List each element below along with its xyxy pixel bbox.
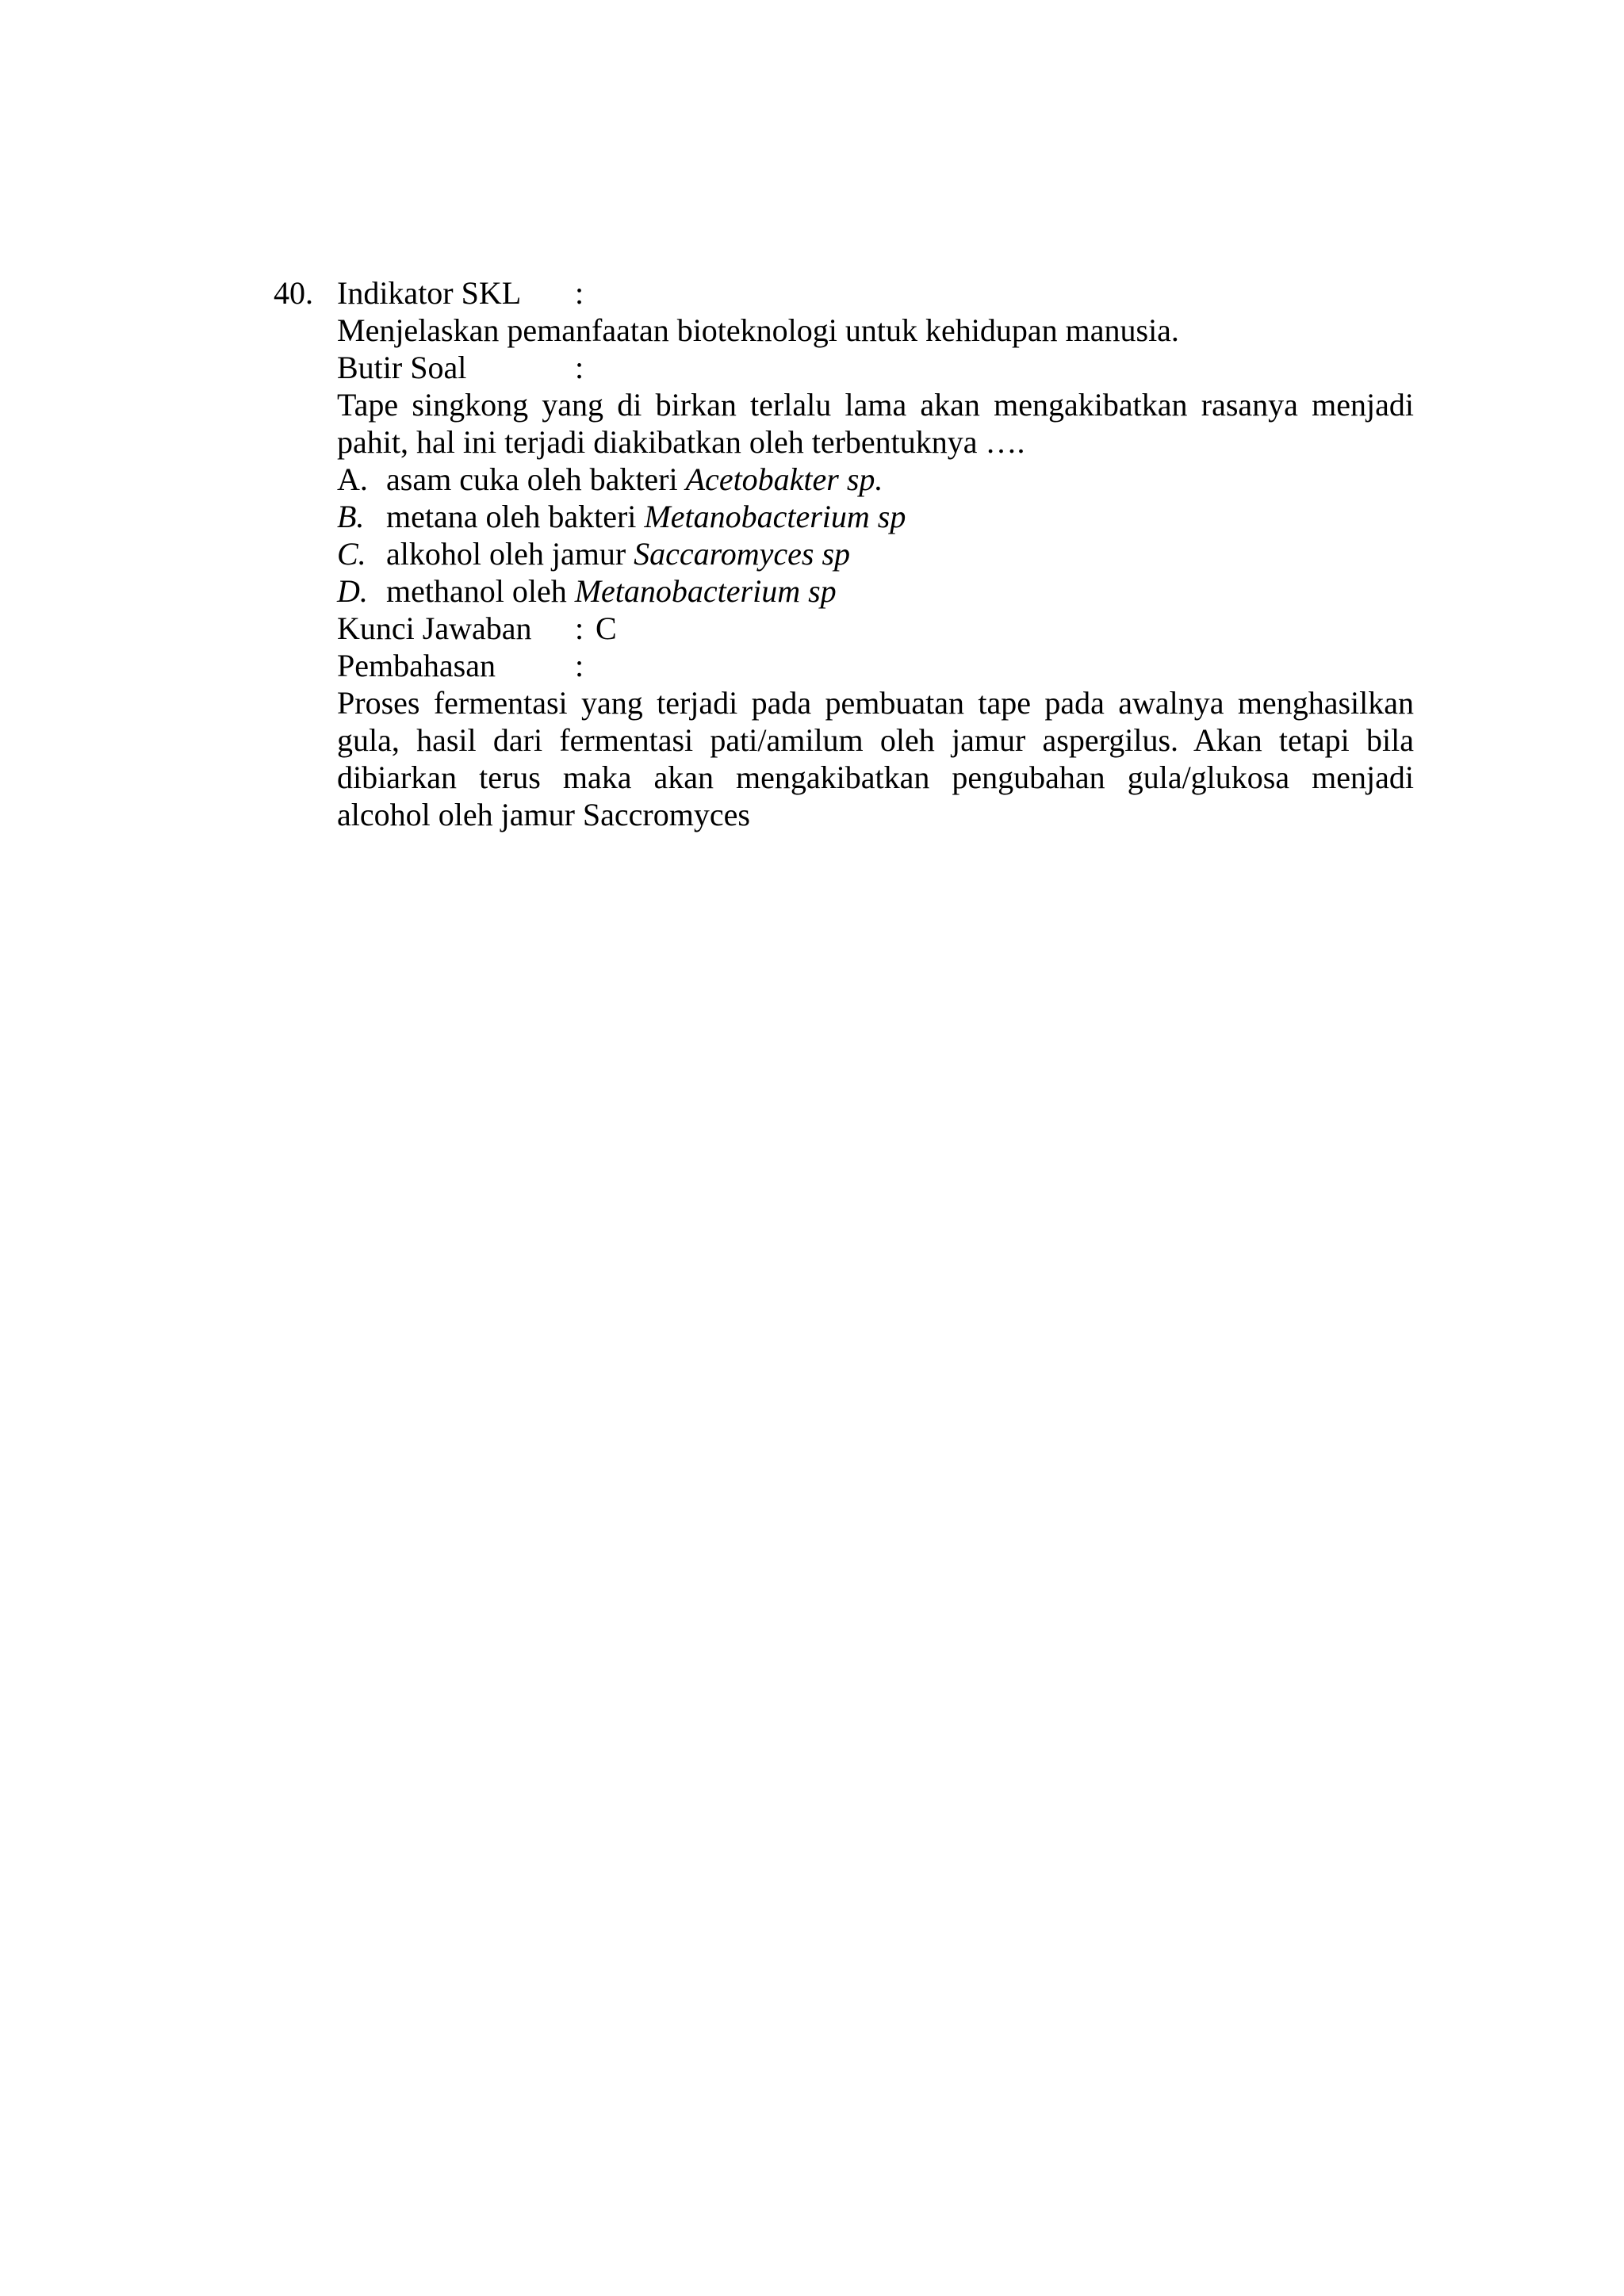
question-content bbox=[337, 274, 1414, 833]
butir-row bbox=[337, 349, 1414, 386]
option-d bbox=[337, 572, 1414, 610]
pembahasan-text: Proses fermentasi yang terjadi pada pembuatan tape pada awalnya menghasilkan gula, hasil dari fermentasi pati/amilum oleh jamur aspergilus. Akan tetapi bila dibiarkan terus maka akan mengakibatkan pengubahan gula/glukosa menjadi alcohol oleh jamur Saccromyces bbox=[337, 685, 1414, 832]
option-b bbox=[337, 498, 1414, 535]
option-species: Metanobacterium sp bbox=[644, 499, 906, 534]
kunci-label: Kunci Jawaban bbox=[337, 610, 532, 646]
option-a bbox=[337, 461, 1414, 498]
kunci-value: C bbox=[596, 610, 617, 646]
option-text: metana oleh bakteri bbox=[386, 499, 645, 534]
option-species: Metanobacterium sp bbox=[574, 573, 837, 609]
butir-text: Tape singkong yang di birkan terlalu lama akan mengakibatkan rasanya menjadi pahit, hal ini terjadi diakibatkan oleh terbentuknya …. bbox=[337, 387, 1414, 460]
option-c bbox=[337, 535, 1414, 572]
question-number: 40. bbox=[274, 275, 313, 311]
option-text: methanol oleh bbox=[386, 573, 575, 609]
pembahasan-colon: : bbox=[575, 648, 584, 683]
pembahasan-row bbox=[337, 647, 1414, 684]
indikator-label: Indikator SKL bbox=[337, 275, 522, 311]
option-letter: B. bbox=[337, 499, 365, 534]
kunci-colon: : bbox=[575, 610, 584, 646]
indikator-text: Menjelaskan pemanfaatan bioteknologi untuk kehidupan manusia. bbox=[337, 312, 1179, 348]
option-letter: C. bbox=[337, 536, 366, 572]
option-letter: A. bbox=[337, 461, 368, 497]
option-text: asam cuka oleh bakteri bbox=[386, 461, 686, 497]
option-letter: D. bbox=[337, 573, 368, 609]
butir-colon: : bbox=[575, 350, 584, 385]
option-species: Acetobakter sp. bbox=[685, 461, 883, 497]
kunci-row bbox=[337, 610, 1414, 647]
option-text: alkohol oleh jamur bbox=[386, 536, 634, 572]
pembahasan-label: Pembahasan bbox=[337, 648, 496, 683]
butir-label: Butir Soal bbox=[337, 350, 467, 385]
indikator-colon: : bbox=[575, 275, 584, 311]
option-list bbox=[337, 461, 1414, 610]
indikator-row bbox=[337, 274, 1414, 312]
option-species: Saccaromyces sp bbox=[634, 536, 851, 572]
